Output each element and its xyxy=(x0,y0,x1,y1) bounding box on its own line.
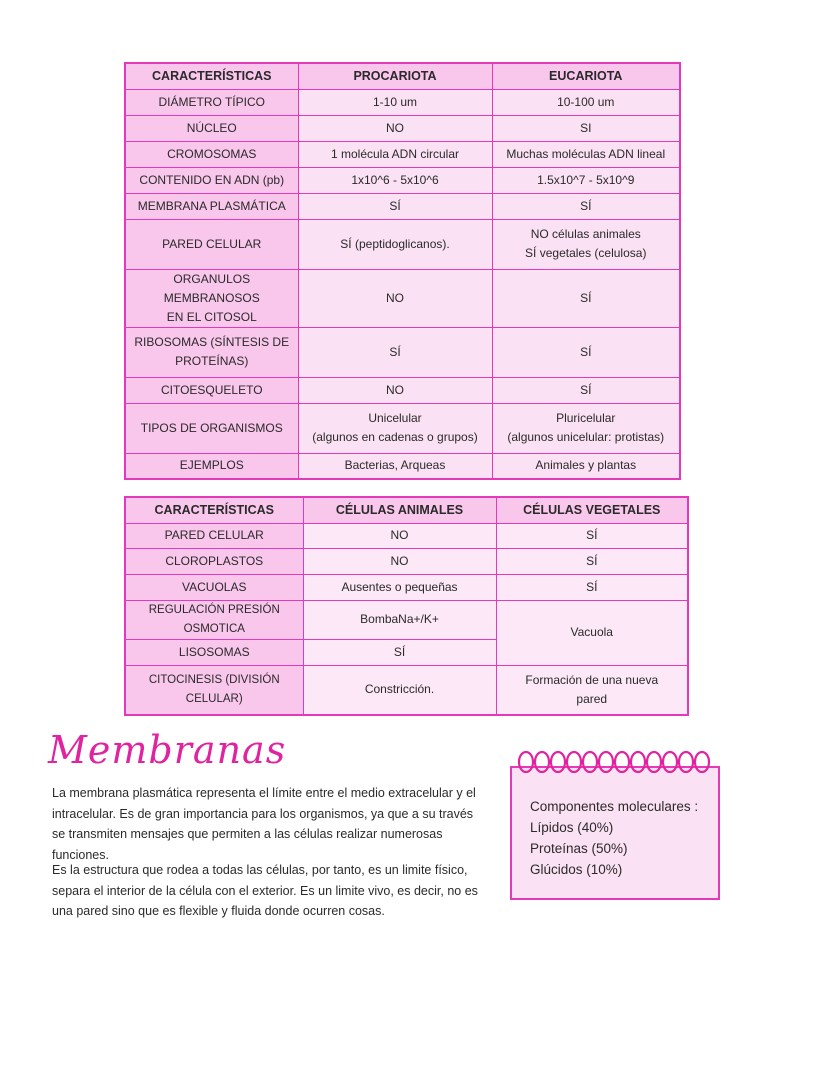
t1-row-label: CITOESQUELETO xyxy=(125,377,298,403)
t1-row-label: MEMBRANA PLASMÁTICA xyxy=(125,193,298,219)
t1-cell: NO xyxy=(298,115,492,141)
table-row xyxy=(125,167,680,193)
note-heading: Componentes moleculares : xyxy=(530,799,699,814)
t1-cell: SÍ xyxy=(492,193,680,219)
t1-row-label: CROMOSOMAS xyxy=(125,141,298,167)
t1-cell: Muchas moléculas ADN lineal xyxy=(492,141,680,167)
t1-cell: Pluricelular (algunos unicelular: protistas) xyxy=(492,403,680,453)
t1-cell: SÍ (peptidoglicanos). xyxy=(298,219,492,269)
t1-cell: 1x10^6 - 5x10^6 xyxy=(298,167,492,193)
t2-cell: SÍ xyxy=(496,523,688,548)
t1-cell: Animales y plantas xyxy=(492,453,680,479)
t2-header-vegetales: CÉLULAS VEGETALES xyxy=(496,497,688,523)
t1-row-label: TIPOS DE ORGANISMOS xyxy=(125,403,298,453)
t2-cell: SÍ xyxy=(496,574,688,600)
t1-row-label: RIBOSOMAS (SÍNTESIS DE PROTEÍNAS) xyxy=(125,327,298,377)
section-title: Membranas xyxy=(48,728,287,772)
table-row xyxy=(125,269,680,327)
t1-cell: SÍ xyxy=(298,193,492,219)
t1-cell: 10-100 um xyxy=(492,89,680,115)
t1-row-label: ORGANULOS MEMBRANOSOS EN EL CITOSOL xyxy=(125,269,298,327)
t1-cell: SI xyxy=(492,115,680,141)
note-item: Lípidos (40%) xyxy=(530,820,614,835)
t1-cell: NO células animales SÍ vegetales (celulosa) xyxy=(492,219,680,269)
table-row xyxy=(125,327,680,377)
paragraph-1: La membrana plasmática representa el límite entre el medio extracelular y el intracelular. Es de gran importancia para los organismos, ya que a su través se transmiten mensajes que permiten a las células realizar numerosas funciones. xyxy=(52,786,476,862)
t1-row-label: CONTENIDO EN ADN (pb) xyxy=(125,167,298,193)
t1-header-procariota: PROCARIOTA xyxy=(298,63,492,89)
t1-cell: Bacterias, Arqueas xyxy=(298,453,492,479)
t2-cell: Ausentes o pequeñas xyxy=(303,574,496,600)
table-row xyxy=(125,115,680,141)
t1-row-label: DIÁMETRO TÍPICO xyxy=(125,89,298,115)
t2-cell: Vacuola xyxy=(496,600,688,665)
t2-header-caracteristicas: CARACTERÍSTICAS xyxy=(125,497,303,523)
table-row xyxy=(125,453,680,479)
table-row xyxy=(125,219,680,269)
t1-cell: SÍ xyxy=(492,269,680,327)
t2-cell: Formación de una nueva pared xyxy=(496,665,688,715)
t2-cell: Constricción. xyxy=(303,665,496,715)
table-row xyxy=(125,193,680,219)
t2-row-label: CLOROPLASTOS xyxy=(125,548,303,574)
t2-row-label: PARED CELULAR xyxy=(125,523,303,548)
t1-header-caracteristicas: CARACTERÍSTICAS xyxy=(125,63,298,89)
t1-row-label: NÚCLEO xyxy=(125,115,298,141)
t1-row-label: PARED CELULAR xyxy=(125,219,298,269)
t1-cell: NO xyxy=(298,269,492,327)
note-card xyxy=(510,766,720,900)
t1-cell: SÍ xyxy=(492,327,680,377)
paragraph-2: Es la estructura que rodea a todas las células, por tanto, es un limite físico, separa el interior de la célula con el exterior. Es un limite vivo, es decir, no es una pared sino que es flexible y fluida donde ocurren cosas. xyxy=(52,863,478,918)
table-row xyxy=(125,89,680,115)
t2-cell: BombaNa+/K+ xyxy=(303,600,496,639)
t1-cell: 1 molécula ADN circular xyxy=(298,141,492,167)
t1-header-eucariota: EUCARIOTA xyxy=(492,63,680,89)
prokaryote-eukaryote-table xyxy=(124,62,681,480)
t2-cell: NO xyxy=(303,548,496,574)
t1-cell: 1-10 um xyxy=(298,89,492,115)
t2-cell: SÍ xyxy=(303,639,496,665)
t1-cell: Unicelular (algunos en cadenas o grupos) xyxy=(298,403,492,453)
note-item: Proteínas (50%) xyxy=(530,841,628,856)
t1-cell: SÍ xyxy=(492,377,680,403)
table-row xyxy=(125,377,680,403)
t1-cell: SÍ xyxy=(298,327,492,377)
t2-row-label: CITOCINESIS (DIVISIÓN CELULAR) xyxy=(125,665,303,715)
t2-row-label: REGULACIÓN PRESIÓN OSMOTICA xyxy=(125,600,303,639)
table-row xyxy=(125,403,680,453)
t2-cell: SÍ xyxy=(496,548,688,574)
t2-cell: NO xyxy=(303,523,496,548)
t1-cell: NO xyxy=(298,377,492,403)
t1-row-label: EJEMPLOS xyxy=(125,453,298,479)
t2-row-label: LISOSOMAS xyxy=(125,639,303,665)
t2-header-animales: CÉLULAS ANIMALES xyxy=(303,497,496,523)
t2-row-label: VACUOLAS xyxy=(125,574,303,600)
animal-plant-cell-table xyxy=(124,496,689,716)
spiral-binding-icon xyxy=(514,748,714,782)
note-item: Glúcidos (10%) xyxy=(530,862,623,877)
table-row xyxy=(125,141,680,167)
note-content xyxy=(530,796,698,880)
t1-cell: 1.5x10^7 - 5x10^9 xyxy=(492,167,680,193)
